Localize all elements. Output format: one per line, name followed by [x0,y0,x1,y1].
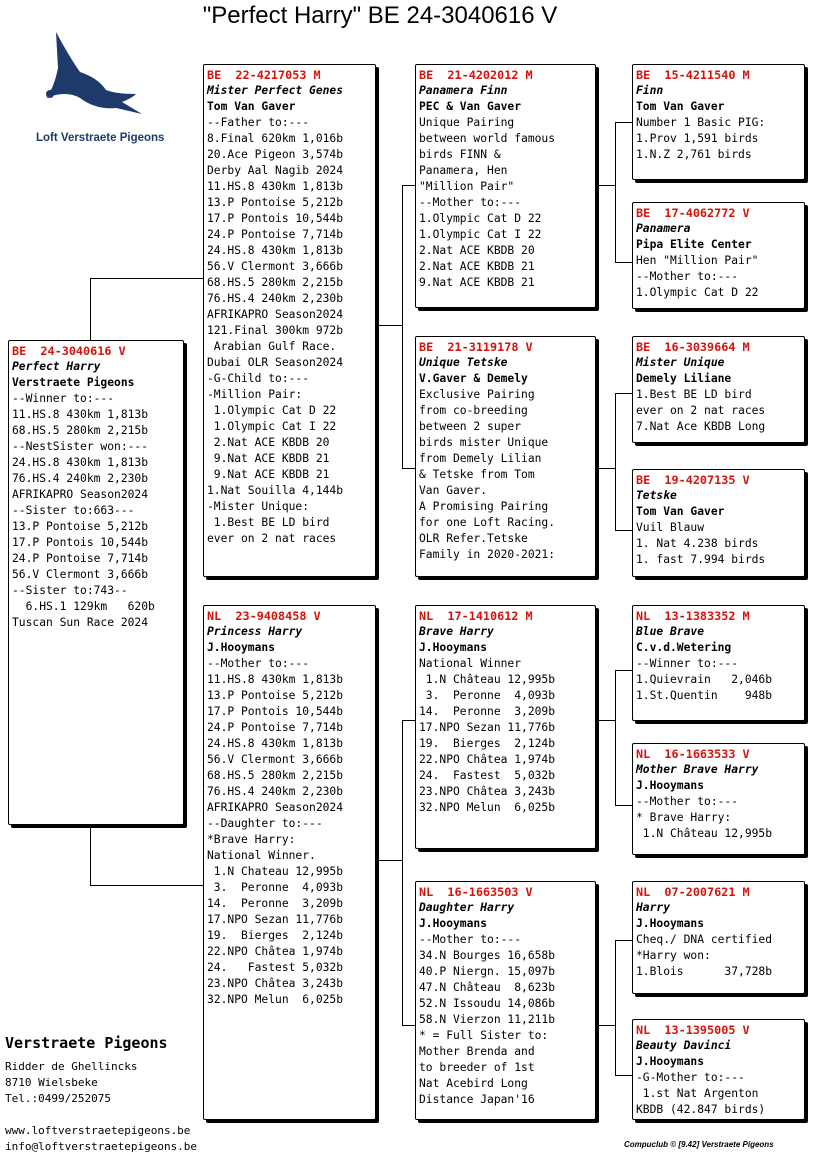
result-line: 24. Fastest 5,032b [207,961,344,974]
result-line: from Demely Lilian [419,452,542,465]
card-mff [632,605,805,721]
owner-name: Verstraete Pigeons [12,376,135,389]
ring-number: BE 21-4202012 M [419,68,533,82]
card-mmf [632,881,805,994]
result-line: 32.NPO Melun 6,025b [419,801,556,814]
owner-name: J.Hooymans [636,1055,705,1068]
result-line: Derby Aal Nagib 2024 [207,164,344,177]
ring-number: BE 24-3040616 V [12,344,126,358]
card-mother [203,605,376,1120]
result-line: -G-Child to:--- [207,372,310,385]
result-line: 1.N Château 12,995b [419,673,556,686]
footer-address-1: Ridder de Ghellincks [5,1060,138,1073]
result-line: 68.HS.5 280km 2,215b [207,276,344,289]
result-line: birds mister Unique [419,436,549,449]
result-line: 3. Peronne 4,093b [419,689,556,702]
result-line: 9.Nat ACE KBDB 21 [207,468,330,481]
result-line: Distance Japan'16 [419,1093,535,1106]
result-line: Hen "Million Pair" [636,254,759,267]
result-line: 1.N Château 12,995b [636,827,773,840]
result-line: KBDB (42.847 birds) [636,1103,766,1116]
result-line: birds FINN & [419,148,501,161]
pigeon-name: Panamera Finn [419,84,508,97]
ring-number: NL 16-1663503 V [419,885,533,899]
result-line: 9.Nat ACE KBDB 21 [419,276,535,289]
pigeon-name: Beauty Davinci [636,1039,732,1052]
result-line: 1.Olympic Cat I 22 [207,420,337,433]
result-line: 1.Best BE LD bird [207,516,330,529]
result-line: 1.Best BE LD bird [636,388,752,401]
ring-number: BE 15-4211540 M [636,68,750,82]
ring-number: BE 17-4062772 V [636,206,750,220]
ring-number: NL 13-1395005 V [636,1023,750,1037]
result-line: 34.N Bourges 16,658b [419,949,556,962]
result-line: 3. Peronne 4,093b [207,881,344,894]
result-line: Unique Pairing [419,116,515,129]
result-line: 24.P Pontoise 7,714b [207,721,344,734]
result-line: --Mother to:--- [636,795,739,808]
card-ffm [632,202,805,309]
owner-name: J.Hooymans [419,917,488,930]
result-line: 17.P Pontois 10,544b [207,705,344,718]
result-line: National Winner [419,657,522,670]
owner-name: Pipa Elite Center [636,238,752,251]
result-line: 1.st Nat Argenton [636,1087,759,1100]
result-line: 1.Olympic Cat D 22 [419,212,542,225]
pigeon-name: Brave Harry [419,625,494,638]
ring-number: NL 17-1410612 M [419,609,533,623]
footer-phone: Tel.:0499/252075 [5,1092,111,1105]
result-line: 24. Fastest 5,032b [419,769,556,782]
result-line: 19. Bierges 2,124b [419,737,556,750]
result-line: 52.N Issoudu 14,086b [419,997,556,1010]
result-line: 20.Ace Pigeon 3,574b [207,148,344,161]
owner-name: Tom Van Gaver [636,505,725,518]
result-line: -G-Mother to:--- [636,1071,745,1084]
result-line: Mother Brenda and [419,1045,535,1058]
result-line: 56.V Clermont 3,666b [207,753,344,766]
result-line: 68.HS.5 280km 2,215b [12,424,149,437]
card-father [203,64,376,577]
result-line: 8.Final 620km 1,016b [207,132,344,145]
result-line: Family in 2020-2021: [419,548,556,561]
result-line: *Brave Harry: [207,833,296,846]
result-line: Dubai OLR Season2024 [207,356,344,369]
card-subject [8,340,184,825]
owner-name: V.Gaver & Demely [419,372,528,385]
result-line: 19. Bierges 2,124b [207,929,344,942]
ring-number: NL 16-1663533 V [636,747,750,761]
result-line: 1.N.Z 2,761 birds [636,148,752,161]
result-line: 1. fast 7.994 birds [636,553,766,566]
result-line: 1.Nat Souilla 4,144b [207,484,344,497]
result-line: AFRIKAPRO Season2024 [12,488,149,501]
pigeon-name: Blue Brave [636,625,705,638]
result-line: 1.Olympic Cat D 22 [636,286,759,299]
result-line: 24.P Pontoise 7,714b [207,228,344,241]
result-line: 22.NPO Châtea 1,974b [207,945,344,958]
result-line: 68.HS.5 280km 2,215b [207,769,344,782]
result-line: 17.P Pontois 10,544b [12,536,149,549]
result-line: between 2 super [419,420,522,433]
footer-website-link[interactable]: www.loftverstraetepigeons.be [5,1124,191,1137]
result-line: 17.NPO Sezan 11,776b [419,721,556,734]
result-line: 47.N Château 8,623b [419,981,556,994]
result-line: 11.HS.8 430km 1,813b [207,673,344,686]
result-line: --Sister to:663--- [12,504,135,517]
owner-name: Tom Van Gaver [207,100,296,113]
result-line: 7.Nat Ace KBDB Long [636,420,766,433]
result-line: 14. Peronne 3,209b [207,897,344,910]
pigeon-name: Finn [636,84,664,97]
owner-name: J.Hooymans [636,779,705,792]
result-line: 11.HS.8 430km 1,813b [207,180,344,193]
card-father-father [415,64,596,308]
result-line: 1.Olympic Cat I 22 [419,228,542,241]
result-line: to breeder of 1st [419,1061,535,1074]
card-fmf [632,336,805,443]
footer-email-link[interactable]: info@loftverstraetepigeons.be [5,1140,198,1153]
result-line: 76.HS.4 240km 2,230b [207,785,344,798]
result-line: 1.N Chateau 12,995b [207,865,344,878]
ring-number: NL 13-1383352 M [636,609,750,623]
card-mfm [632,743,805,855]
result-line: from co-breeding [419,404,528,417]
card-mmm [632,1019,805,1120]
result-line: --Sister to:743-- [12,584,128,597]
pigeon-name: Unique Tetske [419,356,508,369]
pigeon-name: Tetske [636,489,677,502]
owner-name: J.Hooymans [207,641,276,654]
card-father-mother [415,336,596,577]
result-line: between world famous [419,132,556,145]
page-title: "Perfect Harry" BE 24-3040616 V [202,2,558,29]
result-line: ever on 2 nat races [636,404,766,417]
result-line: 56.V Clermont 3,666b [12,568,149,581]
result-line: 13.P Pontoise 5,212b [207,689,344,702]
owner-name: Demely Liliane [636,372,732,385]
result-line: 1.Olympic Cat D 22 [207,404,337,417]
result-line: * = Full Sister to: [419,1029,549,1042]
result-line: Cheq./ DNA certified [636,933,773,946]
result-line: 2.Nat ACE KBDB 20 [419,244,535,257]
result-line: 17.P Pontois 10,544b [207,212,344,225]
result-line: 1.Quievrain 2,046b [636,673,773,686]
result-line: 1.St.Quentin 948b [636,689,773,702]
result-line: --Mother to:--- [419,196,522,209]
compuclub-credit: Compuclub © [9.42] Verstraete Pigeons [624,1140,774,1149]
result-line: 1.Prov 1,591 birds [636,132,759,145]
result-line: Arabian Gulf Race. [207,340,337,353]
pigeon-name: Princess Harry [207,625,303,638]
card-mother-mother [415,881,596,1120]
result-line: Panamera, Hen [419,164,508,177]
result-line: AFRIKAPRO Season2024 [207,308,344,321]
result-line: 121.Final 300km 972b [207,324,344,337]
result-line: 13.P Pontoise 5,212b [12,520,149,533]
pigeon-name: Daughter Harry [419,901,515,914]
ring-number: BE 22-4217053 M [207,68,321,82]
result-line: Vuil Blauw [636,521,705,534]
result-line: 6.HS.1 129km 620b [12,600,155,613]
pigeon-logo-icon [36,28,146,124]
footer-name: Verstraete Pigeons [5,1034,168,1052]
result-line: 56.V Clermont 3,666b [207,260,344,273]
result-line: National Winner. [207,849,316,862]
logo-text: Loft Verstraete Pigeons [36,132,165,144]
card-fff [632,64,805,180]
pigeon-name: Mother Brave Harry [636,763,759,776]
result-line: & Tetske from Tom [419,468,535,481]
result-line: --Winner to:--- [636,657,739,670]
owner-name: PEC & Van Gaver [419,100,522,113]
result-line: --Daughter to:--- [207,817,323,830]
result-line: 76.HS.4 240km 2,230b [207,292,344,305]
result-line: --Winner to:--- [12,392,115,405]
result-line: 2.Nat ACE KBDB 20 [207,436,330,449]
result-line: -Million Pair: [207,388,303,401]
result-line: 24.HS.8 430km 1,813b [207,737,344,750]
result-line: A Promising Pairing [419,500,549,513]
ring-number: BE 21-3119178 V [419,340,533,354]
result-line: "Million Pair" [419,180,515,193]
card-mother-father [415,605,596,849]
result-line: 40.P Niergn. 15,097b [419,965,556,978]
pigeon-name: Mister Perfect Genes [207,84,344,97]
result-line: 9.Nat ACE KBDB 21 [207,452,330,465]
result-line: 1. Nat 4.238 birds [636,537,759,550]
owner-name: J.Hooymans [419,641,488,654]
ring-number: BE 16-3039664 M [636,340,750,354]
result-line: for one Loft Racing. [419,516,556,529]
result-line: -Mister Unique: [207,500,310,513]
result-line: OLR Refer.Tetske [419,532,528,545]
result-line: 1.Blois 37,728b [636,965,773,978]
result-line: 2.Nat ACE KBDB 21 [419,260,535,273]
pigeon-name: Harry [636,901,671,914]
result-line: 22.NPO Châtea 1,974b [419,753,556,766]
owner-name: C.v.d.Wetering [636,641,732,654]
result-line: 24.P Pontoise 7,714b [12,552,149,565]
owner-name: Tom Van Gaver [636,100,725,113]
ring-number: NL 07-2007621 M [636,885,750,899]
result-line: 13.P Pontoise 5,212b [207,196,344,209]
result-line: AFRIKAPRO Season2024 [207,801,344,814]
result-line: Exclusive Pairing [419,388,535,401]
owner-name: J.Hooymans [636,917,705,930]
result-line: 24.HS.8 430km 1,813b [207,244,344,257]
pigeon-name: Perfect Harry [12,360,101,373]
result-line: 14. Peronne 3,209b [419,705,556,718]
ring-number: NL 23-9408458 V [207,609,321,623]
result-line: 17.NPO Sezan 11,776b [207,913,344,926]
result-line: 58.N Vierzon 11,211b [419,1013,556,1026]
pigeon-name: Mister Unique [636,356,725,369]
result-line: *Harry won: [636,949,711,962]
result-line: Van Gaver. [419,484,488,497]
result-line: 76.HS.4 240km 2,230b [12,472,149,485]
result-line: --Mother to:--- [207,657,310,670]
card-fmm [632,469,805,577]
result-line: Number 1 Basic PIG: [636,116,766,129]
result-line: --Father to:--- [207,116,310,129]
result-line: 24.HS.8 430km 1,813b [12,456,149,469]
result-line: * Brave Harry: [636,811,732,824]
ring-number: BE 19-4207135 V [636,473,750,487]
result-line: ever on 2 nat races [207,532,337,545]
footer-address-2: 8710 Wielsbeke [5,1076,98,1089]
pigeon-name: Panamera [636,222,691,235]
result-line: Tuscan Sun Race 2024 [12,616,149,629]
result-line: --Mother to:--- [636,270,739,283]
result-line: Nat Acebird Long [419,1077,528,1090]
result-line: 23.NPO Châtea 3,243b [207,977,344,990]
result-line: 32.NPO Melun 6,025b [207,993,344,1006]
result-line: 23.NPO Châtea 3,243b [419,785,556,798]
result-line: 11.HS.8 430km 1,813b [12,408,149,421]
result-line: --NestSister won:--- [12,440,149,453]
result-line: --Mother to:--- [419,933,522,946]
